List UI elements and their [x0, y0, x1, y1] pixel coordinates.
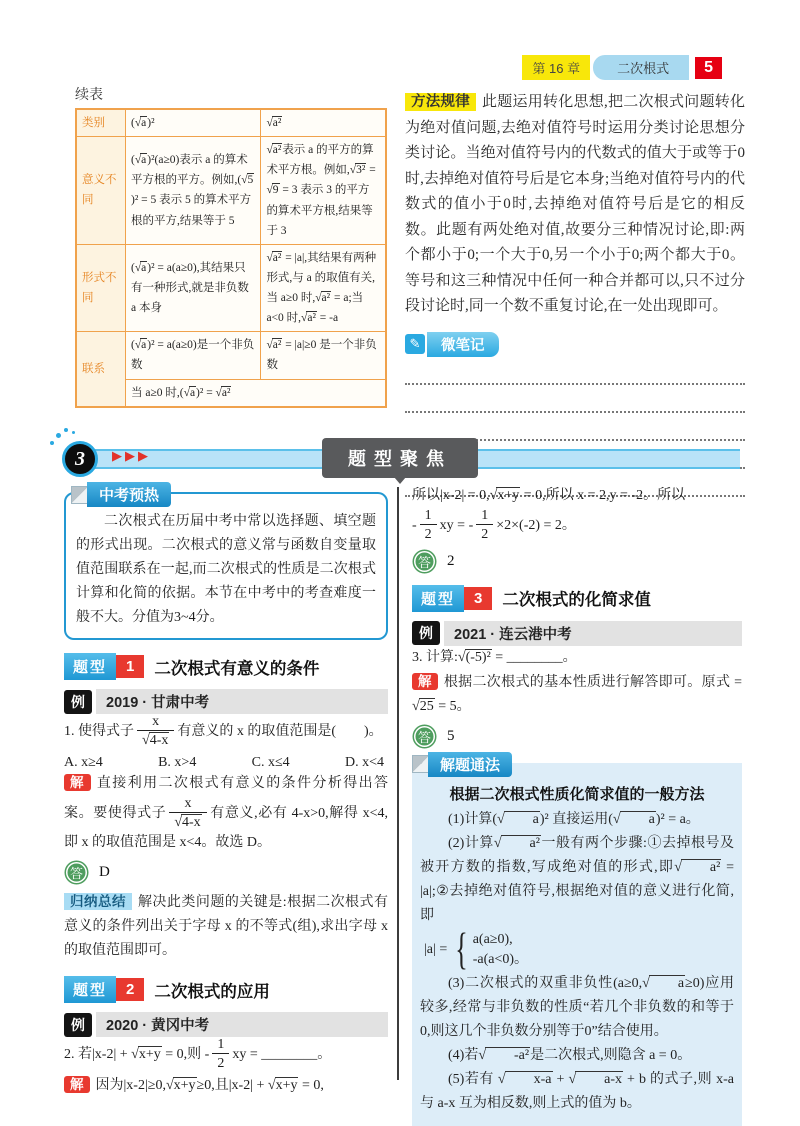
option-c: C. x≤4	[251, 754, 290, 770]
piecewise-formula	[424, 924, 734, 974]
type3-example-bar	[412, 621, 742, 646]
type-number: 1	[116, 655, 144, 678]
example-badge: 例	[64, 1013, 92, 1037]
summary-text: 解决此类问题的关键是:根据二次根式有意义的条件列出关于字母 x 的不等式(组),求出字母 x 的取值范围即可。	[64, 895, 389, 959]
question-1	[64, 714, 388, 750]
merged-cell: 当 a≥0 时,(√a)² = √a²	[126, 379, 387, 407]
exam-preview-box	[64, 487, 388, 640]
decorative-dot	[64, 428, 68, 432]
example-source: 2021 · 连云港中考	[444, 621, 742, 646]
option-d: D. x<4	[344, 754, 384, 770]
example-source: 2020 · 黄冈中考	[96, 1012, 388, 1037]
solution-2-left	[64, 1073, 388, 1098]
type-title: 二次根式的化简求值	[502, 591, 651, 610]
fraction-numerator: 1	[481, 508, 489, 523]
method-rule-section	[405, 90, 745, 497]
fraction-denominator: √4-x	[137, 730, 174, 750]
banner-title: 题型聚焦	[322, 438, 478, 478]
answer-value: 2	[447, 552, 455, 569]
question-text: 1. 使得式子	[64, 724, 134, 740]
answer-badge: 答	[66, 862, 87, 883]
table-row	[76, 137, 386, 245]
solution-text: 根据二次根式的基本性质进行解答即可。原式 = √25 = 5。	[412, 674, 742, 714]
table-header-sqrt-of-square: √a²	[261, 109, 386, 137]
solution-text: ×2×(-2) = 2。	[496, 518, 576, 534]
note-line	[405, 413, 745, 441]
continued-table-label: 续表	[75, 88, 103, 103]
option-a: A. x≥4	[64, 754, 103, 770]
solution-2-right	[412, 484, 742, 544]
general-method-badge	[412, 752, 512, 777]
case-1: a(a≥0),	[472, 931, 513, 947]
answer-badge: 答	[414, 551, 435, 572]
fraction	[212, 1037, 229, 1073]
question-text: 2. 若|x-2| + √x+y = 0,则 -	[64, 1047, 210, 1063]
example-source: 2019 · 甘肃中考	[96, 689, 388, 714]
solution-text: xy = -	[439, 518, 474, 534]
banner-pointer	[394, 477, 406, 484]
summary-badge: 归纳总结	[64, 893, 132, 910]
decorative-dot	[72, 431, 75, 434]
row-cell: √a² = |a|≥0 是一个非负数	[261, 332, 386, 379]
row-cell: (√a)² = a(a≥0),其结果只有一种形式,就是非负数 a 本身	[126, 244, 261, 332]
decorative-dot	[50, 441, 54, 445]
comparison-table	[75, 108, 387, 408]
answer-value: D	[99, 864, 110, 881]
type2-heading	[64, 976, 388, 1003]
solution-text: 有意义,必有 4-x>0,解得 x<4,即 x 的取值范围是 x<4。故选 D。	[64, 805, 389, 851]
exam-preview-badge	[71, 482, 171, 507]
type1-heading	[64, 653, 388, 680]
type-badge: 题型	[64, 653, 116, 680]
question-text: xy = ________。	[232, 1047, 332, 1063]
section-number: 3	[62, 441, 98, 477]
answer-options	[64, 755, 388, 771]
type1-example-bar	[64, 689, 388, 714]
type3-heading	[412, 585, 742, 612]
comparison-table-section	[75, 84, 387, 408]
question-3: 3. 计算:√(-5)² = ________。	[412, 649, 577, 665]
fraction-denominator: √4-x	[169, 812, 206, 832]
note-line	[405, 357, 745, 385]
row-label: 形式不同	[76, 244, 126, 332]
piecewise-lhs: |a| =	[424, 941, 448, 957]
micro-note-label: 微笔记	[427, 332, 499, 357]
solution-1	[64, 771, 388, 856]
row-label: 意义不同	[76, 137, 126, 245]
solution-text: 直接利用二次根式有意义的条件分析得出答案。要使得式子	[64, 775, 389, 821]
example-badge: 例	[64, 690, 92, 714]
row-label: 联系	[76, 332, 126, 407]
solution-badge: 解	[64, 774, 91, 791]
method-item-3: (3)二次根式的双重非负性(a≥0,√ a≥0)应用较多,经常与非负数的性质“若几个非负数的和等于0,则这几个非负数分别等于0”结合使用。	[420, 975, 734, 1039]
type-number: 2	[116, 978, 144, 1001]
fraction-denominator: 2	[476, 524, 493, 544]
row-cell: (√a)² = a(a≥0)是一个非负数	[126, 332, 261, 379]
question-text: 有意义的 x 的取值范围是( )。	[177, 724, 383, 740]
table-row	[76, 244, 386, 332]
method-item-4: (4)若√ -a²是二次根式,则隐含 a = 0。	[448, 1047, 692, 1063]
answer-line-2	[412, 551, 742, 572]
method-item-5: (5)若有 √ x-a + √ a-x + b 的式子,则 x-a 与 a-x 互为相反数,则上式的值为 b。	[420, 1071, 734, 1111]
type-title: 二次根式有意义的条件	[154, 659, 320, 678]
type-badge: 题型	[412, 585, 464, 612]
general-method-box	[412, 756, 742, 1126]
exam-preview-label: 中考预热	[87, 482, 171, 507]
fraction-numerator: 1	[217, 1037, 225, 1053]
triple-arrow-icon: ▶▶▶	[112, 448, 151, 463]
note-line	[405, 385, 745, 413]
option-b: B. x>4	[158, 754, 197, 770]
answer-value: 5	[447, 727, 455, 744]
table-header-row	[76, 109, 386, 137]
fraction	[476, 508, 493, 544]
table-row	[76, 332, 386, 379]
method-item-2: (2)计算√ a²一般有两个步骤:①去掉根号及被开方数的指数,写成绝对值的形式,即√ a² = |a|;②去掉绝对值符号,根据绝对值的意义进行化简,即	[420, 835, 734, 923]
method-rule-paragraph	[405, 90, 745, 320]
fraction	[169, 796, 206, 832]
question-2	[64, 1037, 388, 1073]
brace-glyph: {	[455, 924, 468, 974]
type-number: 3	[464, 587, 492, 610]
decorative-dot	[56, 433, 61, 438]
page-number: 5	[695, 57, 722, 79]
row-cell: (√a)²(a≥0)表示 a 的算术平方根的平方。例如,(√5)² = 5 表示 5 的算术平方根的平方,结果等于 5	[126, 137, 261, 245]
fraction-numerator: x	[184, 795, 192, 811]
banner-number-wrap	[60, 439, 100, 479]
fraction	[137, 714, 174, 750]
solution-badge: 解	[412, 673, 438, 690]
table-header-category: 类别	[76, 109, 126, 137]
answer-badge: 答	[414, 726, 435, 747]
method-rule-badge: 方法规律	[405, 93, 476, 111]
row-cell: √a² = |a|,其结果有两种形式,与 a 的取值有关,当 a≥0 时,√a² = a;当 a<0 时,√a² = -a	[261, 244, 386, 332]
summary-paragraph	[64, 890, 388, 963]
fraction-numerator: x	[152, 714, 160, 729]
general-method-title: 根据二次根式性质化简求值的一般方法	[449, 785, 705, 803]
case-2: -a(a<0)。	[472, 951, 529, 967]
solution-badge: 解	[64, 1076, 90, 1093]
solution-text: 因为|x-2|≥0,√x+y≥0,且|x-2| + √x+y = 0,	[95, 1077, 324, 1093]
type-badge: 题型	[64, 976, 116, 1003]
pencil-icon: ✎	[405, 334, 425, 354]
piecewise-cases	[473, 930, 528, 970]
left-column	[64, 482, 388, 1098]
answer-line-1	[64, 862, 388, 883]
solution-text: 所以|x-2| = 0,√x+y = 0,所以 x = 2,y = -2。所以	[412, 488, 686, 503]
type-title: 二次根式的应用	[154, 982, 270, 1001]
fraction-denominator: 2	[212, 1053, 229, 1073]
solution-3	[412, 670, 742, 719]
section-banner	[60, 441, 740, 481]
answer-line-3	[412, 726, 742, 747]
type2-example-bar	[64, 1012, 388, 1037]
chapter-title: 二次根式	[593, 55, 689, 80]
exam-preview-text: 二次根式在历届中考中常以选择题、填空题的形式出现。二次根式的意义常与函数自变量取值范围联系在一起,而二次根式的性质是二次根式计算和化简的依据。本节在中考中的考查难度一般不大。分值为3~4分。	[76, 514, 376, 625]
fraction-numerator: 1	[424, 508, 432, 523]
method-rule-text: 此题运用转化思想,把二次根式问题转化为绝对值问题,去绝对值符号时运用分类讨论思想分类讨论。当绝对值符号内的代数式的值大于或等于0时,去掉绝对值符号后是它本身;当绝对值符号内的代数式的值小于0时,去掉绝对值符号后是它的相反数。此题有两处绝对值,故要分三种情况讨论,即:两个都小于0;一个大于0,另一个小于0;两个都大于0。等号和这三种情况中任何一种合并都可以,只不过分段讨论时,同一个数不重复讨论,在一处出现即可。	[405, 94, 745, 314]
fraction	[420, 508, 437, 544]
chapter-label: 第 16 章	[522, 55, 590, 80]
micro-note-badge	[405, 332, 745, 357]
general-method-label: 解题通法	[428, 752, 512, 777]
minus-sign: -	[412, 518, 417, 534]
example-badge: 例	[412, 621, 440, 645]
fraction-denominator: 2	[420, 524, 437, 544]
column-divider	[397, 487, 399, 1080]
method-item-1: (1)计算(√ a)² 直接运用(√ a)² = a。	[448, 811, 700, 827]
right-column	[412, 482, 742, 1126]
table-header-sqrt-squared: (√a)²	[126, 109, 261, 137]
row-cell: √a²表示 a 的平方的算术平方根。例如,√3² = √9 = 3 表示 3 的平方的算术平方根,结果等于 3	[261, 137, 386, 245]
page-header	[522, 55, 722, 80]
